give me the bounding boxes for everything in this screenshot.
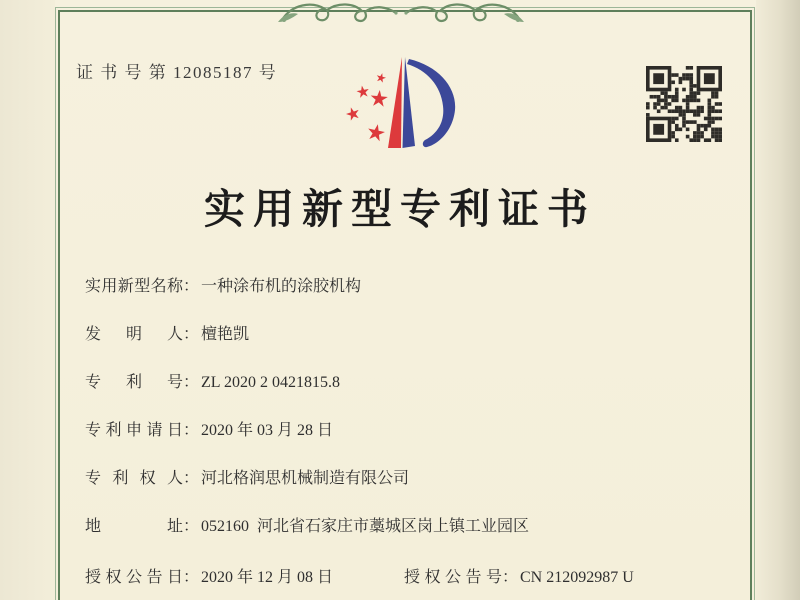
field-label: 授权公告号 <box>404 569 502 586</box>
field-row-address <box>85 513 530 535</box>
field-colon: ： <box>183 569 200 586</box>
scan-left-margin <box>0 0 55 600</box>
field-colon: ： <box>502 569 519 586</box>
certificate-fields <box>85 273 529 561</box>
floral-scroll-ornament-icon <box>278 0 524 25</box>
field-label: 发明人 <box>85 326 183 343</box>
field-value: 2020 年 12 月 08 日 <box>201 569 334 586</box>
cnipa-patent-logo-icon <box>335 52 465 157</box>
field-colon: ： <box>183 422 200 439</box>
certificate-number: 证 书 号 第 12085187 号 <box>76 63 278 82</box>
field-value: 2020 年 03 月 28 日 <box>201 422 334 439</box>
qr-code-icon <box>646 66 722 142</box>
field-label: 地址 <box>85 518 183 535</box>
field-colon: ： <box>183 518 200 535</box>
field-row-patent-number <box>85 369 529 391</box>
field-label: 专利申请日 <box>85 422 183 439</box>
field-label: 实用新型名称 <box>85 278 183 295</box>
field-label: 授权公告日 <box>85 569 183 586</box>
field-value: 一种涂布机的涂胶机构 <box>201 278 362 295</box>
field-value: 檀艳凯 <box>201 326 250 343</box>
field-row-grant-publication-number <box>404 564 634 586</box>
field-row-grant-date <box>85 564 334 586</box>
field-row-patentee <box>85 465 529 487</box>
field-colon: ： <box>183 278 200 295</box>
field-value: CN 212092987 U <box>520 569 634 586</box>
field-row-inventor <box>85 321 529 343</box>
field-row-utility-model-name <box>85 273 529 295</box>
field-value: ZL 2020 2 0421815.8 <box>201 374 340 391</box>
field-colon: ： <box>183 326 200 343</box>
field-label: 专利权人 <box>85 470 183 487</box>
field-label: 专利号 <box>85 374 183 391</box>
field-value: 河北格润思机械制造有限公司 <box>201 470 410 487</box>
scan-right-margin <box>756 0 800 600</box>
field-value: 052160 河北省石家庄市藁城区岗上镇工业园区 <box>201 518 530 535</box>
field-colon: ： <box>183 470 200 487</box>
field-row-filing-date <box>85 417 529 439</box>
certificate-title: 实用新型专利证书 <box>204 186 596 232</box>
field-colon: ： <box>183 374 200 391</box>
